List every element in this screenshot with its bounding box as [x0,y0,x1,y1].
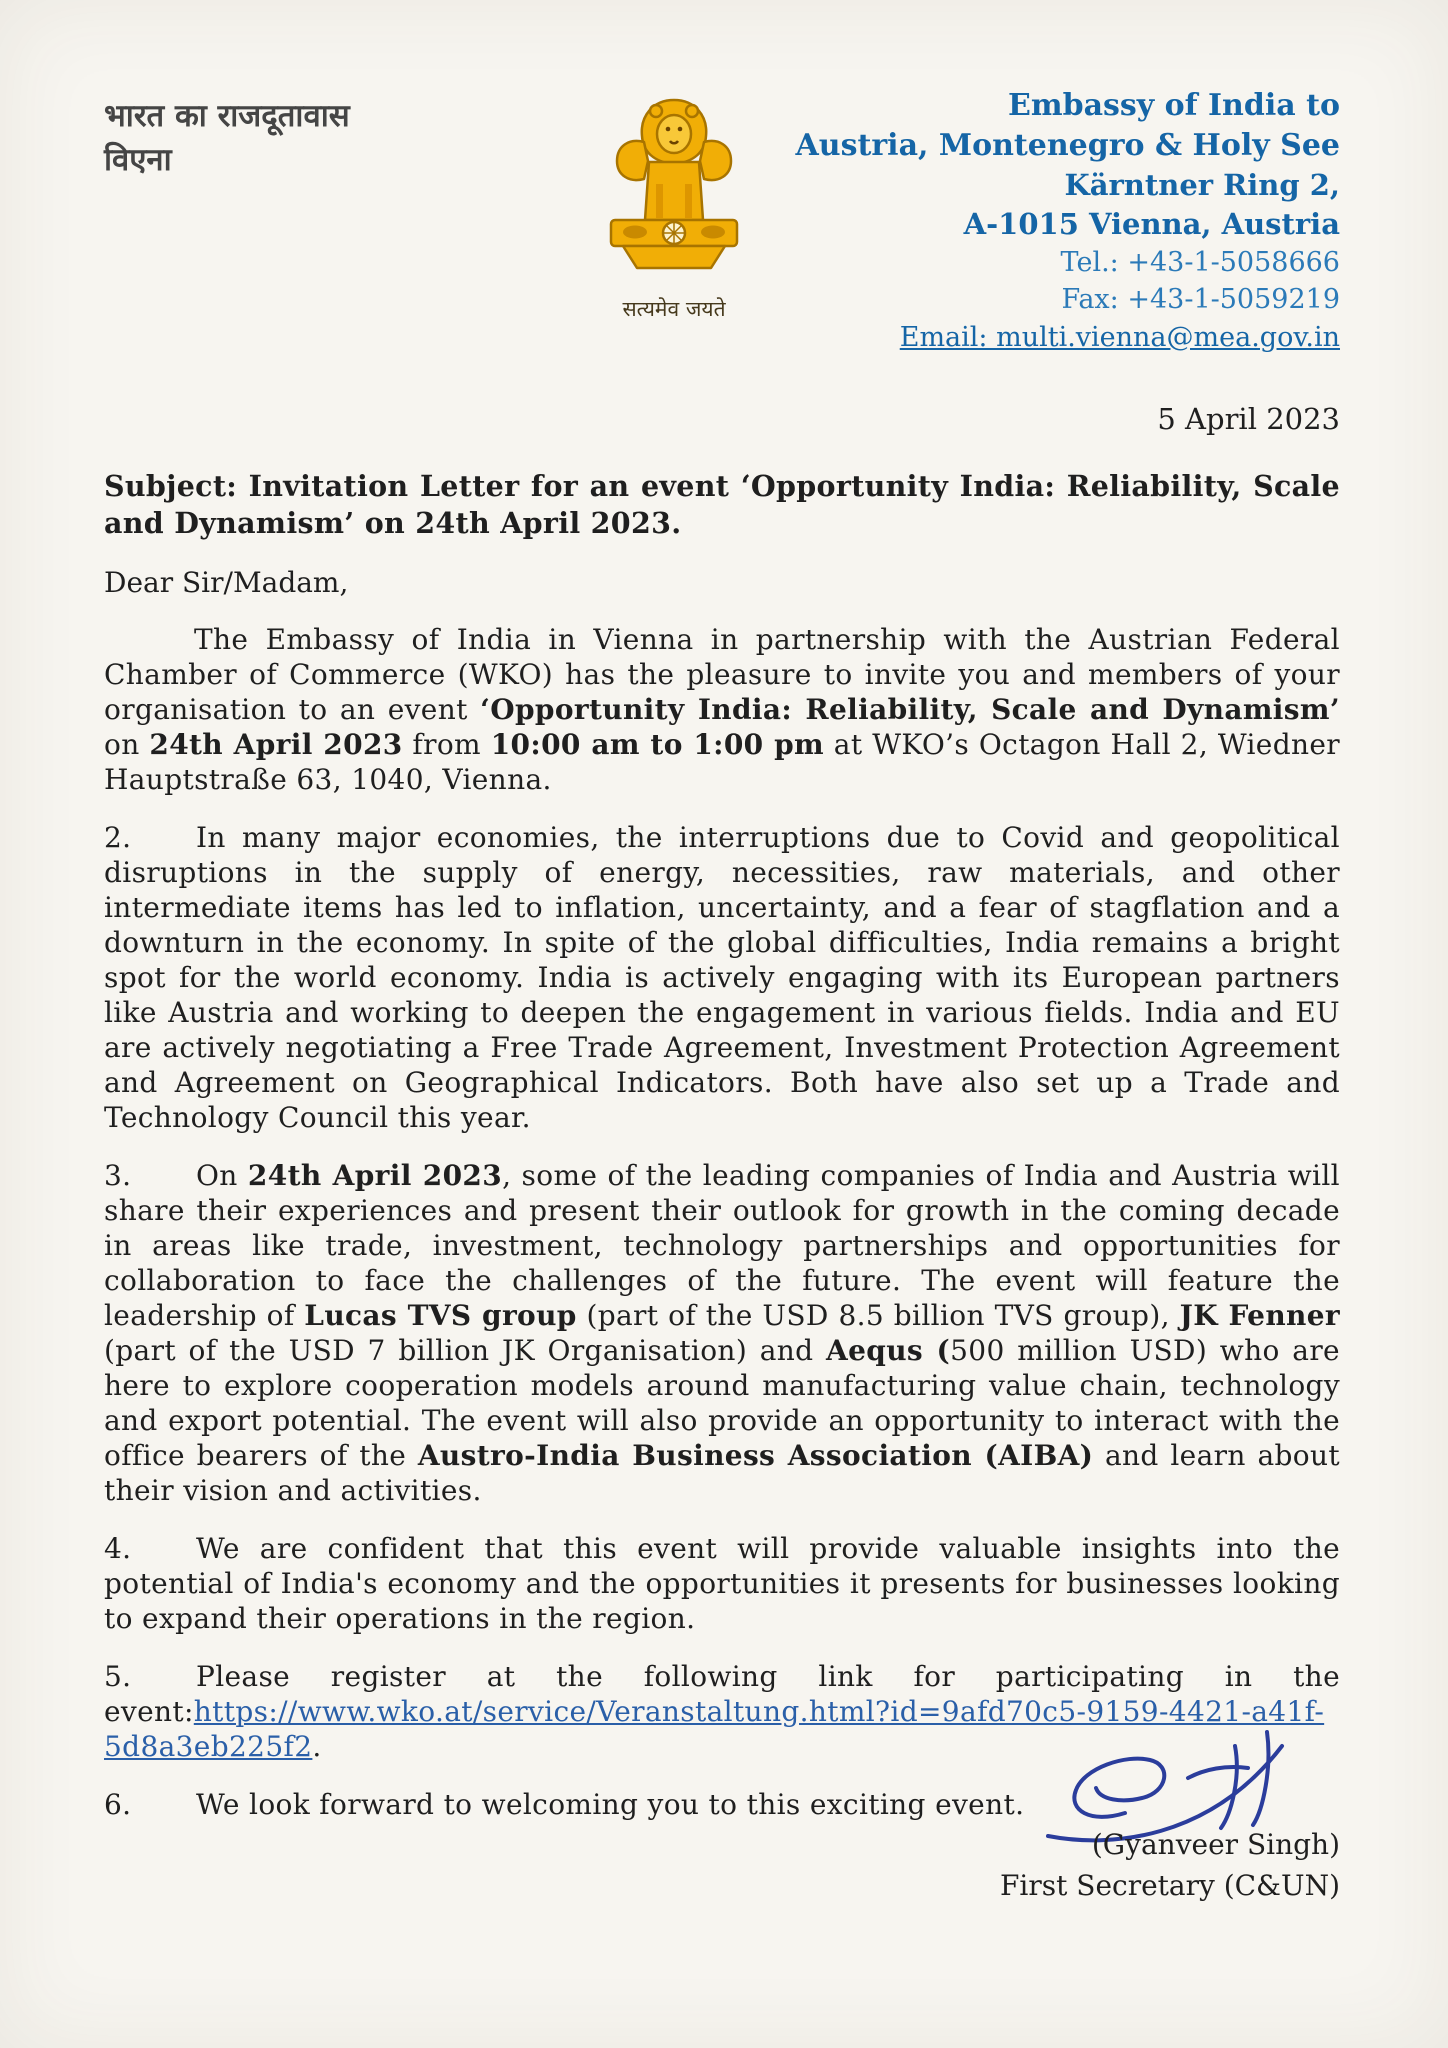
text-run: on [104,728,150,761]
text-run: Aequs ( [826,1334,951,1367]
paragraph-number: 5. [104,1660,132,1693]
text-run: The Embassy of India in Vienna in partnership with the Austrian Federal Chamber of Commerce (WKO) has the pleasure to invite you and members of your organisation to an event [104,623,1340,726]
paragraph-number: 6. [104,1788,132,1821]
national-emblem [574,84,774,323]
salutation: Dear Sir/Madam, [104,566,349,599]
text-run: 500 million USD) who are here to explore cooperation models around manufacturing value chain, technology and export potential. The event will also provide an opportunity to interact with the office bearers of the [104,1334,1340,1472]
text-run: ‘Opportunity India: Reliability, Scale and Dynamism’ [480,693,1340,726]
text-run: 24th April 2023 [247,1159,503,1192]
paragraph-1 [104,622,1340,797]
letter-body [104,622,1340,1822]
hindi-title-line2: विएना [104,142,172,178]
paragraph-number: 4. [104,1532,132,1565]
embassy-address-line2: A-1015 Vienna, Austria [963,207,1340,241]
text-run: 24th April 2023 [149,728,403,761]
text-run: from [402,728,491,761]
ashoka-lion-capital-icon [599,84,749,289]
text-run: Austro-India Business Association (AIBA) [417,1439,1094,1472]
hindi-title-block [104,84,574,182]
text-run: On [196,1159,248,1192]
paragraph-2 [104,820,1340,1135]
hindi-title-line1: भारत का राजदूतावास [104,98,350,134]
signatory-title: First Secretary (C&UN) [999,1869,1340,1902]
registration-url-link[interactable]: https://www.wko.at/service/Veranstaltung.html?id=9afd70c5-9159-4421-a41f-5d8a3eb225f2 [104,1695,1325,1763]
paragraph-number: 2. [104,821,132,854]
text-run: Please register at the following link for participating in the event: [104,1660,1340,1728]
text-run: , some of the leading companies of India and Austria will share their experiences and present their outlook for growth in the coming decade in areas like trade, investment, technology partnerships and opportunities for collaboration to face the challenges of the future. The event will feature the leadership of [104,1159,1340,1332]
text-run: . [312,1730,322,1763]
signature-block [104,1718,1340,1906]
emblem-motto: सत्यमेव जयते [622,297,726,321]
text-run: In many major economies, the interruptions due to Covid and geopolitical disruptions in the supply of energy, necessities, raw materials, and other intermediate items has led to inflation, uncertainty, and a fear of stagflation and a downturn in the economy. In spite of the global difficulties, India remains a bright spot for the world economy. India is actively engaging with its European partners like Austria and working to deepen the engagement in various fields. India and EU are actively negotiating a Free Trade Agreement, Investment Protection Agreement and Agreement on Geographical Indicators. Both have also set up a Trade and Technology Council this year. [104,821,1340,1134]
text-run: (part of the USD 7 billion JK Organisation) and [104,1334,827,1367]
text-run: and learn about their vision and activities. [104,1439,1340,1507]
text-run: Lucas TVS group [304,1299,577,1332]
letter-date: 5 April 2023 [1157,402,1340,436]
text-run: We are confident that this event will provide valuable insights into the potential of India's economy and the opportunities it presents for businesses looking to expand their operations in the region. [104,1532,1340,1635]
text-run: (part of the USD 8.5 billion TVS group), [576,1299,1180,1332]
signatory-name: (Gyanveer Singh) [1091,1828,1340,1861]
text-run: at WKO’s Octagon Hall 2, Wiedner Hauptstraße 63, 1040, Vienna. [104,728,1340,796]
embassy-name-line1: Embassy of India to [1007,88,1340,123]
text-run: 10:00 am to 1:00 pm [490,728,825,761]
text-run: JK Fenner [1179,1299,1341,1332]
embassy-email-link[interactable]: Email: multi.vienna@mea.gov.in [899,322,1340,353]
embassy-address-line1: Kärntner Ring 2, [1064,168,1340,202]
letterhead [104,84,1340,358]
text-run: We look forward to welcoming you to this exciting event. [196,1788,1025,1821]
paragraph-number: 3. [104,1159,132,1192]
subject-line: Subject: Invitation Letter for an event ‘Opportunity India: Reliability, Scale and Dynamism’ on 24th April 2023. [104,469,1340,540]
paragraph-4 [104,1531,1340,1636]
embassy-name-line2: Austria, Montenegro & Holy See [795,128,1340,163]
embassy-phone: Tel.: +43-1-5058666 [1060,247,1340,278]
embassy-fax: Fax: +43-1-5059219 [1061,284,1340,315]
embassy-contact-block [774,84,1340,358]
paragraph-3 [104,1158,1340,1508]
